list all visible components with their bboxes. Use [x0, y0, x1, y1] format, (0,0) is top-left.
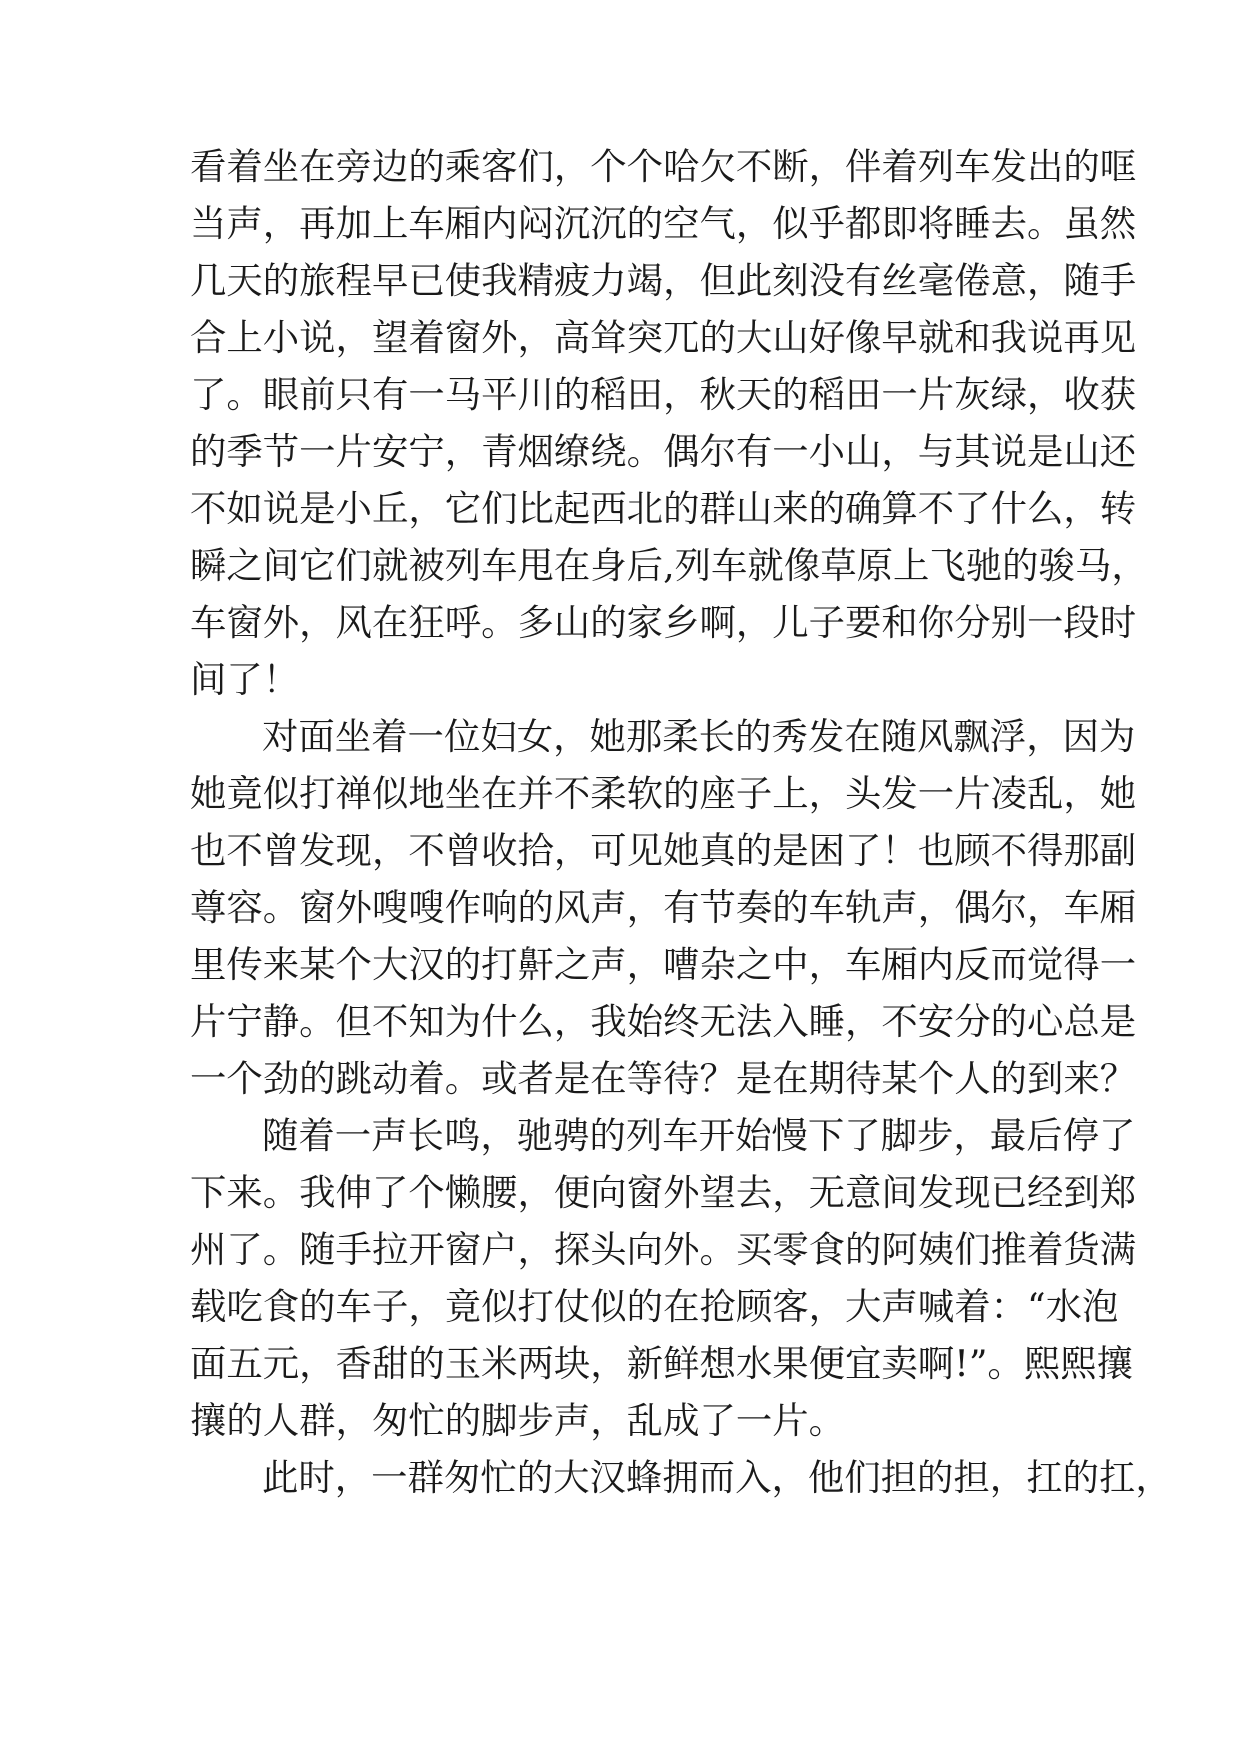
paragraph-first-line: 对面坐着一位妇女，她那柔长的秀发在随风飘浮，因为 [262, 715, 1136, 758]
text-line: 间了！ [190, 658, 300, 701]
text-line: 几天的旅程早已使我精疲力竭，但此刻没有丝毫倦意，随手 [190, 259, 1137, 302]
text-line: 尊容。窗外嗖嗖作响的风声，有节奏的车轨声，偶尔，车厢 [190, 886, 1137, 929]
text-line: 载吃食的车子，竟似打仗似的在抢顾客，大声喊着：“水泡 [190, 1285, 1119, 1328]
paragraph-first-line: 此时，一群匆忙的大汉蜂拥而入，他们担的担，扛的扛， [262, 1456, 1172, 1499]
text-line: 州了。随手拉开窗户，探头向外。买零食的阿姨们推着货满 [190, 1228, 1137, 1271]
text-line: 也不曾发现，不曾收拾，可见她真的是困了！也顾不得那副 [190, 829, 1137, 872]
text-line: 瞬之间它们就被列车甩在身后,列车就像草原上飞驰的骏马， [190, 544, 1148, 587]
text-line: 的季节一片安宁，青烟缭绕。偶尔有一小山，与其说是山还 [190, 430, 1137, 473]
text-line: 片宁静。但不知为什么，我始终无法入睡，不安分的心总是 [190, 1000, 1137, 1043]
text-line: 攘的人群，匆忙的脚步声，乱成了一片。 [190, 1399, 846, 1442]
paragraph-first-line: 随着一声长鸣，驰骋的列车开始慢下了脚步，最后停了 [262, 1114, 1136, 1157]
text-line: 一个劲的跳动着。或者是在等待？是在期待某个人的到来？ [190, 1057, 1137, 1100]
text-line: 车窗外，风在狂呼。多山的家乡啊，儿子要和你分别一段时 [190, 601, 1137, 644]
text-line: 下来。我伸了个懒腰，便向窗外望去，无意间发现已经到郑 [190, 1171, 1137, 1214]
text-line: 面五元，香甜的玉米两块，新鲜想水果便宜卖啊!”。熙熙攘 [190, 1342, 1133, 1385]
text-line: 当声，再加上车厢内闷沉沉的空气，似乎都即将睡去。虽然 [190, 202, 1137, 245]
text-line: 了。眼前只有一马平川的稻田，秋天的稻田一片灰绿，收获 [190, 373, 1137, 416]
text-line: 里传来某个大汉的打鼾之声，嘈杂之中，车厢内反而觉得一 [190, 943, 1137, 986]
text-line: 看着坐在旁边的乘客们，个个哈欠不断，伴着列车发出的哐 [190, 145, 1137, 188]
text-line: 不如说是小丘，它们比起西北的群山来的确算不了什么，转 [190, 487, 1137, 530]
text-line: 合上小说，望着窗外，高耸突兀的大山好像早就和我说再见 [190, 316, 1137, 359]
text-line: 她竟似打禅似地坐在并不柔软的座子上，头发一片凌乱，她 [190, 772, 1137, 815]
